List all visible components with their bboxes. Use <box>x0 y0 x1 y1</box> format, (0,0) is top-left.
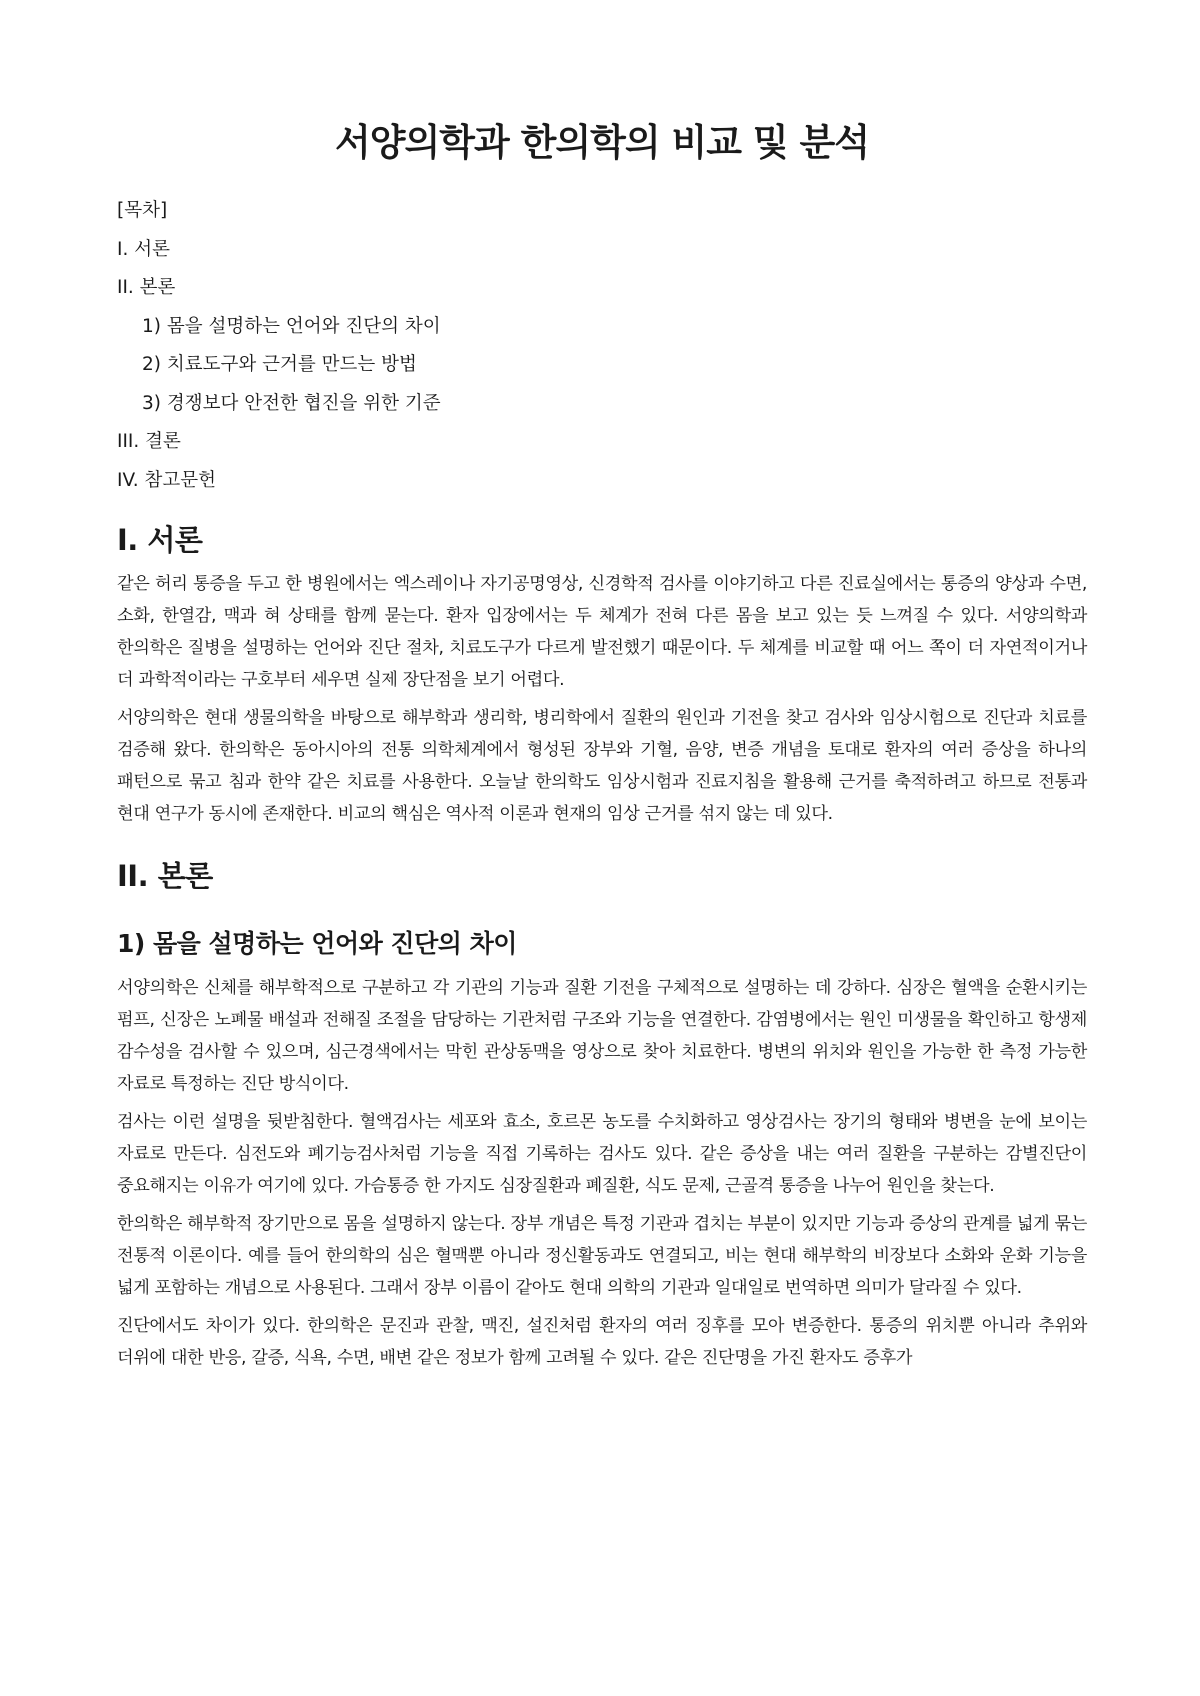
document-title: 서양의학과 한의학의 비교 및 분석 <box>335 121 869 164</box>
intro-paragraph: 서양의학은 현대 생물의학을 바탕으로 해부학과 생리학, 병리학에서 질환의 원인과 기전을 찾고 검사와 임상시험으로 진단과 치료를 검증해 왔다. 한의학은 동아시아의 전통 의학체계에서 형성된 장부와 기혈, 음양, 변증 개념을 토대로 환자의 여러 증상을 하나의 패턴으로 묶고 침과 한약 같은 치료를 사용한다. 오늘날 한의학도 임상시험과 진료지침을 활용해 근거를 축적하려고 하므로 전통과 현대 연구가 동시에 존재한다. 비교의 핵심은 역사적 이론과 현재의 임상 근거를 섞지 않는 데 있다. <box>117 708 1088 824</box>
toc-item-references: IV. 참고문헌 <box>117 469 216 491</box>
toc-item-body-3: 3) 경쟁보다 안전한 협진을 위한 기준 <box>142 392 441 414</box>
body-paragraph: 진단에서도 차이가 있다. 한의학은 문진과 관찰, 맥진, 설진처럼 환자의 여러 징후를 모아 변증한다. 통증의 위치뿐 아니라 추위와 더위에 대한 반응, 갈증, 식욕, 수면, 배변 같은 정보가 함께 고려될 수 있다. 같은 진단명을 가진 환자도 증후가 <box>117 1316 1087 1368</box>
section-heading-body: II. 본론 <box>117 859 213 893</box>
toc-heading: [목차] <box>117 200 168 221</box>
subsection-heading-language-diagnosis: 1) 몸을 설명하는 언어와 진단의 차이 <box>117 929 517 958</box>
section-heading-intro: I. 서론 <box>117 523 203 557</box>
toc-item-conclusion: III. 결론 <box>117 431 181 452</box>
toc-item-body: II. 본론 <box>117 277 176 298</box>
toc-item-body-2: 2) 치료도구와 근거를 만드는 방법 <box>142 354 417 375</box>
toc-item-intro: I. 서론 <box>117 238 170 260</box>
intro-paragraph: 같은 허리 통증을 두고 한 병원에서는 엑스레이나 자기공명영상, 신경학적 검사를 이야기하고 다른 진료실에서는 통증의 양상과 수면, 소화, 한열감, 맥과 혀 상태를 함께 묻는다. 환자 입장에서는 두 체계가 전혀 다른 몸을 보고 있는 듯 느껴질 수 있다. 서양의학과 한의학은 질병을 설명하는 언어와 진단 절차, 치료도구가 다르게 발전했기 때문이다. 두 체계를 비교할 때 어느 쪽이 더 자연적이거나 더 과학적이라는 구호부터 세우면 실제 장단점을 보기 어렵다. <box>117 574 1087 690</box>
toc-item-body-1: 1) 몸을 설명하는 언어와 진단의 차이 <box>142 315 441 337</box>
body-paragraph: 한의학은 해부학적 장기만으로 몸을 설명하지 않는다. 장부 개념은 특정 기관과 겹치는 부분이 있지만 기능과 증상의 관계를 넓게 묶는 전통적 이론이다. 예를 들어 한의학의 심은 혈맥뿐 아니라 정신활동과도 연결되고, 비는 현대 해부학의 비장보다 소화와 운화 기능을 넓게 포함하는 개념으로 사용된다. 그래서 장부 이름이 같아도 현대 의학의 기관과 일대일로 번역하면 의미가 달라질 수 있다. <box>117 1214 1087 1298</box>
table-of-contents <box>117 200 1087 508</box>
body-paragraph: 검사는 이런 설명을 뒷받침한다. 혈액검사는 세포와 효소, 호르몬 농도를 수치화하고 영상검사는 장기의 형태와 병변을 눈에 보이는 자료로 만든다. 심전도와 폐기능검사처럼 기능을 직접 기록하는 검사도 있다. 같은 증상을 내는 여러 질환을 구분하는 감별진단이 중요해지는 이유가 여기에 있다. 가슴통증 한 가지도 심장질환과 폐질환, 식도 문제, 근골격 통증을 나누어 원인을 찾는다. <box>117 1112 1087 1196</box>
body-paragraph: 서양의학은 신체를 해부학적으로 구분하고 각 기관의 기능과 질환 기전을 구체적으로 설명하는 데 강하다. 심장은 혈액을 순환시키는 펌프, 신장은 노폐물 배설과 전해질 조절을 담당하는 기관처럼 구조와 기능을 연결한다. 감염병에서는 원인 미생물을 확인하고 항생제 감수성을 검사할 수 있으며, 심근경색에서는 막힌 관상동맥을 영상으로 찾아 치료한다. 병변의 위치와 원인을 가능한 한 측정 가능한 자료로 특정하는 진단 방식이다. <box>117 978 1087 1094</box>
